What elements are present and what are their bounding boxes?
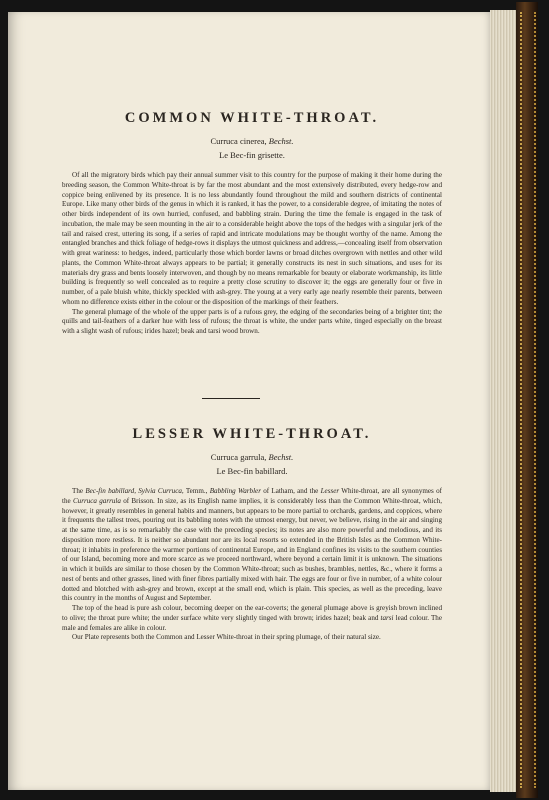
latin-name [62, 452, 442, 462]
latin-author: Bechst. [268, 136, 294, 146]
latin-author: Bechst. [268, 452, 294, 462]
section-divider [202, 398, 260, 399]
section-title: COMMON WHITE-THROAT. [124, 110, 380, 126]
body-paragraph: Our Plate represents both the Common and Lesser White-throat in their spring plumage, of their natural size. [72, 633, 381, 642]
latin-name [62, 136, 442, 146]
page-edges [490, 10, 517, 792]
section-common-whitethroat [62, 110, 442, 337]
section-lesser-whitethroat [62, 426, 442, 643]
latin-genus: Curruca cinerea, [210, 136, 267, 146]
body-paragraph: The general plumage of the whole of the upper parts is of a rufous grey, the edging of the secondaries being of a brighter tint; the quills and tail-feathers of a darker hue with less of rufous; the throat is white, the under parts white, tinged especially on the breast with a slight wash of rufous; irides hazel; beak and tarsi wood brown. [62, 307, 442, 335]
book-spine [516, 2, 538, 798]
body-paragraph: The Bec-fin babillard, Sylvia Curruca, Temm., Babbling Warbler of Latham, and the Lesser White-throat, are all synonymes of the Curruca garrula of Brisson. In size, as its English name implies, it is considerably less than the Common White-throat, which, however, it greatly resembles in general habits and manners, but appears to be more partial to orchards, gardens, and coppices, where it frequents the tallest trees, pouring out its babbling notes with the utmost energy, but never, we believe, rising in the air and singing at the same time, as is so remarkably the case with the preceding species; its notes are also more powerful and melodious, and its disposition more restless. It is neither so abundant nor are its local resorts so extended in the British Isles as the Common White-throat; it inhabits in preference the warmer portions of continental Europe, and in England confines its visits to the southern counties of our Island, becoming more and more scarce as we proceed northward, where beyond a certain limit it is unknown. The situations in which it builds are similar to those chosen by the Common White-throat; such as bushes, brambles, nettles, &c., where it forms a nest of bents and other grasses, lined with finer fibres partially mixed with hair. The eggs are four or five in number, of a white colour dotted and blotched with ash-grey and brown, except at the small end, which is plain. This species, as well as the preceding, leave this country in the months of August and September. [62, 487, 442, 603]
spine-gilt-decoration [520, 12, 536, 788]
section-title: LESSER WHITE-THROAT. [132, 426, 372, 442]
french-name: Le Bec-fin babillard. [216, 466, 288, 476]
body-paragraph: Of all the migratory birds which pay their annual summer visit to this country for the purpose of making it their home during the breeding season, the Common White-throat is by far the most abundant and the most extensively distributed, every hedge-row and coppice being enlivened by its presence. It is no less abundantly found throughout the mild and southern districts of continental Europe. Like many other birds of the genus in which it is ranked, it has the power, to a considerable degree, of imitating the notes of other birds independent of its own hurried, confused, and babbling strain. During the time the female is engaged in the task of incubation, the male may be seen mounting in the air to a considerable height above the tops of the hedges with a singular jerk of the tail and raised crest, uttering its song, if a series of rapid and intricate modulations may be thought worthy of the name. Among the entangled branches and thick foliage of hedge-rows it displays the utmost quickness and address,—concealing itself from observation with great wariness: to hedges, indeed, particularly those which border lawns or broad ditches overgrown with nettles and other wild plants, the Common White-throat always appears to be partial; it generally constructs its nest in such situations, and uses for its materials dry grass and bents loosely interwoven, and though by no means remarkable for beauty or elaborate workmanship, its little building is frequently so well concealed as to require a pretty close scrutiny to discover it; the eggs are generally four or five in number, of a pale bluish white, thickly speckled with ash-grey. The young at a very early age nearly resemble their parents, between whom no difference exists either in the colour or the disposition of the markings of their feathers. [62, 171, 442, 306]
latin-genus: Curruca garrula, [210, 452, 267, 462]
french-name: Le Bec-fin grisette. [219, 150, 285, 160]
body-paragraph: The top of the head is pure ash colour, becoming deeper on the ear-coverts; the general plumage above is greyish brown inclined to olive; the throat pure white; the under surface white very slightly tinged with brown; irides hazel; beak and tarsi lead colour. The male and females are alike in colour. [62, 604, 442, 632]
